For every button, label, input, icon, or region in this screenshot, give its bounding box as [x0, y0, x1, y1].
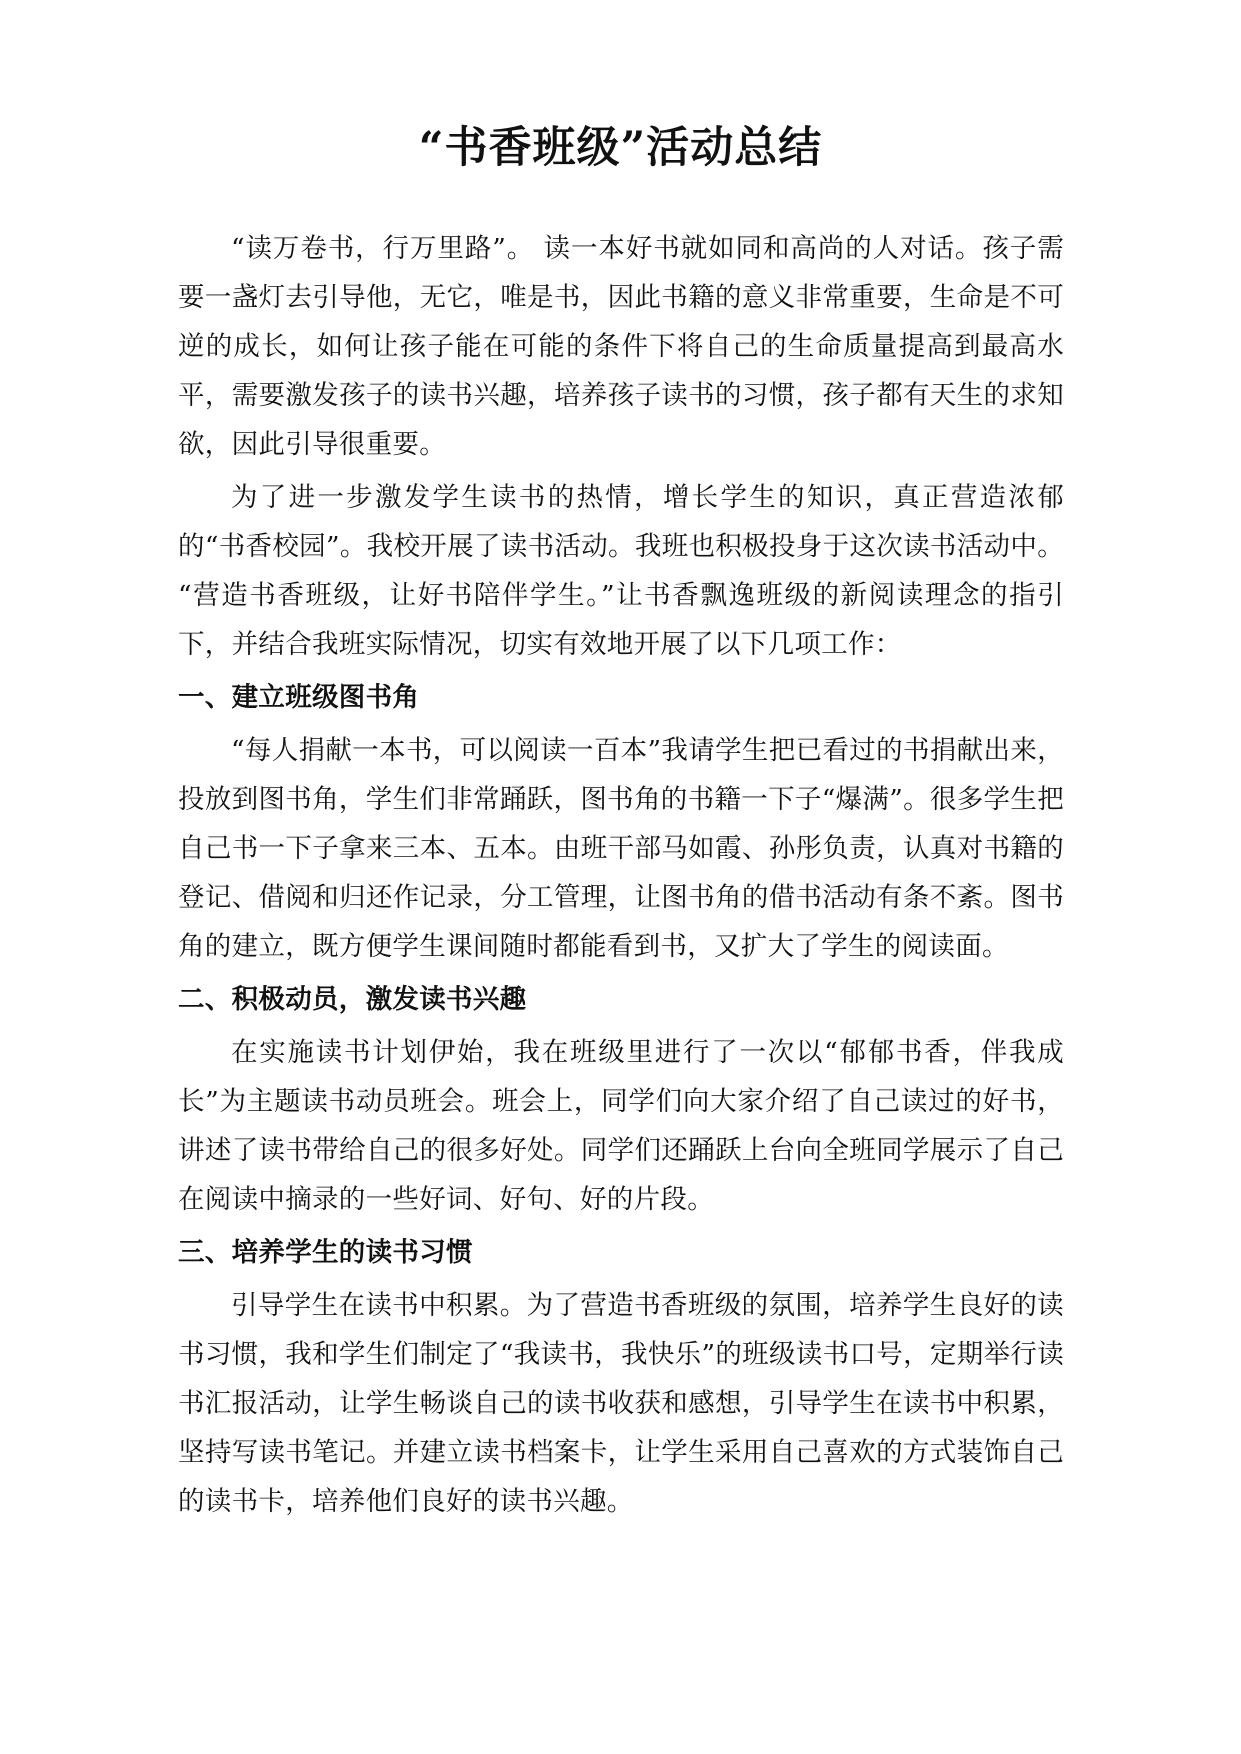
section-heading: 二、积极动员，激发读书兴趣: [178, 984, 527, 1015]
background-paragraph: 为了进一步激发学生读书的热情，增长学生的知识，真正营造浓郁的“书香校园”。我校开展了读书活动。我班也积极投身于这次读书活动中。 “营造书香班级，让好书陪伴学生。”让书香飘逸班级的新阅读理念的指引下，并结合我班实际情况，切实有效地开展了以下几项工作：: [178, 482, 1064, 660]
document-title: “书香班级”活动总结: [418, 123, 823, 173]
section-paragraph: 在实施读书计划伊始，我在班级里进行了一次以“郁郁书香，伴我成长”为主题读书动员班会。班会上，同学们向大家介绍了自己读过的好书，讲述了读书带给自己的很多好处。同学们还踊跃上台向全班同学展示了自己在阅读中摘录的一些好词、好句、好的片段。: [178, 1037, 1064, 1215]
section-paragraph: 引导学生在读书中积累。为了营造书香班级的氛围，培养学生良好的读书习惯，我和学生们制定了“我读书，我快乐”的班级读书口号，定期举行读书汇报活动，让学生畅谈自己的读书收获和感想，引导学生在读书中积累，坚持写读书笔记。并建立读书档案卡，让学生采用自己喜欢的方式装饰自己的读书卡，培养他们良好的读书兴趣。: [178, 1290, 1064, 1517]
section-mobilization: [178, 975, 1064, 1224]
section-book-corner: [178, 673, 1064, 971]
intro-paragraph: “读万卷书，行万里路”。 读一本好书就如同和高尚的人对话。孩子需要一盏灯去引导他，无它，唯是书，因此书籍的意义非常重要，生命是不可逆的成长，如何让孩子能在可能的条件下将自己的生命质量提高到最高水平，需要激发孩子的读书兴趣，培养孩子读书的习惯，孩子都有天生的求知欲，因此引导很重要。: [178, 233, 1064, 460]
section-heading: 三、培养学生的读书习惯: [178, 1237, 473, 1268]
section-paragraph: “每人捐献一本书，可以阅读一百本”我请学生把已看过的书捐献出来，投放到图书角，学生们非常踊跃，图书角的书籍一下子“爆满”。很多学生把自己书一下子拿来三本、五本。由班干部马如霞、孙彤负责，认真对书籍的登记、借阅和归还作记录，分工管理，让图书角的借书活动有条不紊。图书角的建立，既方便学生课间随时都能看到书，又扩大了学生的阅读面。: [178, 735, 1064, 962]
document-body: [178, 224, 1064, 1530]
section-reading-habits: [178, 1228, 1064, 1526]
section-heading: 一、建立班级图书角: [178, 682, 420, 713]
